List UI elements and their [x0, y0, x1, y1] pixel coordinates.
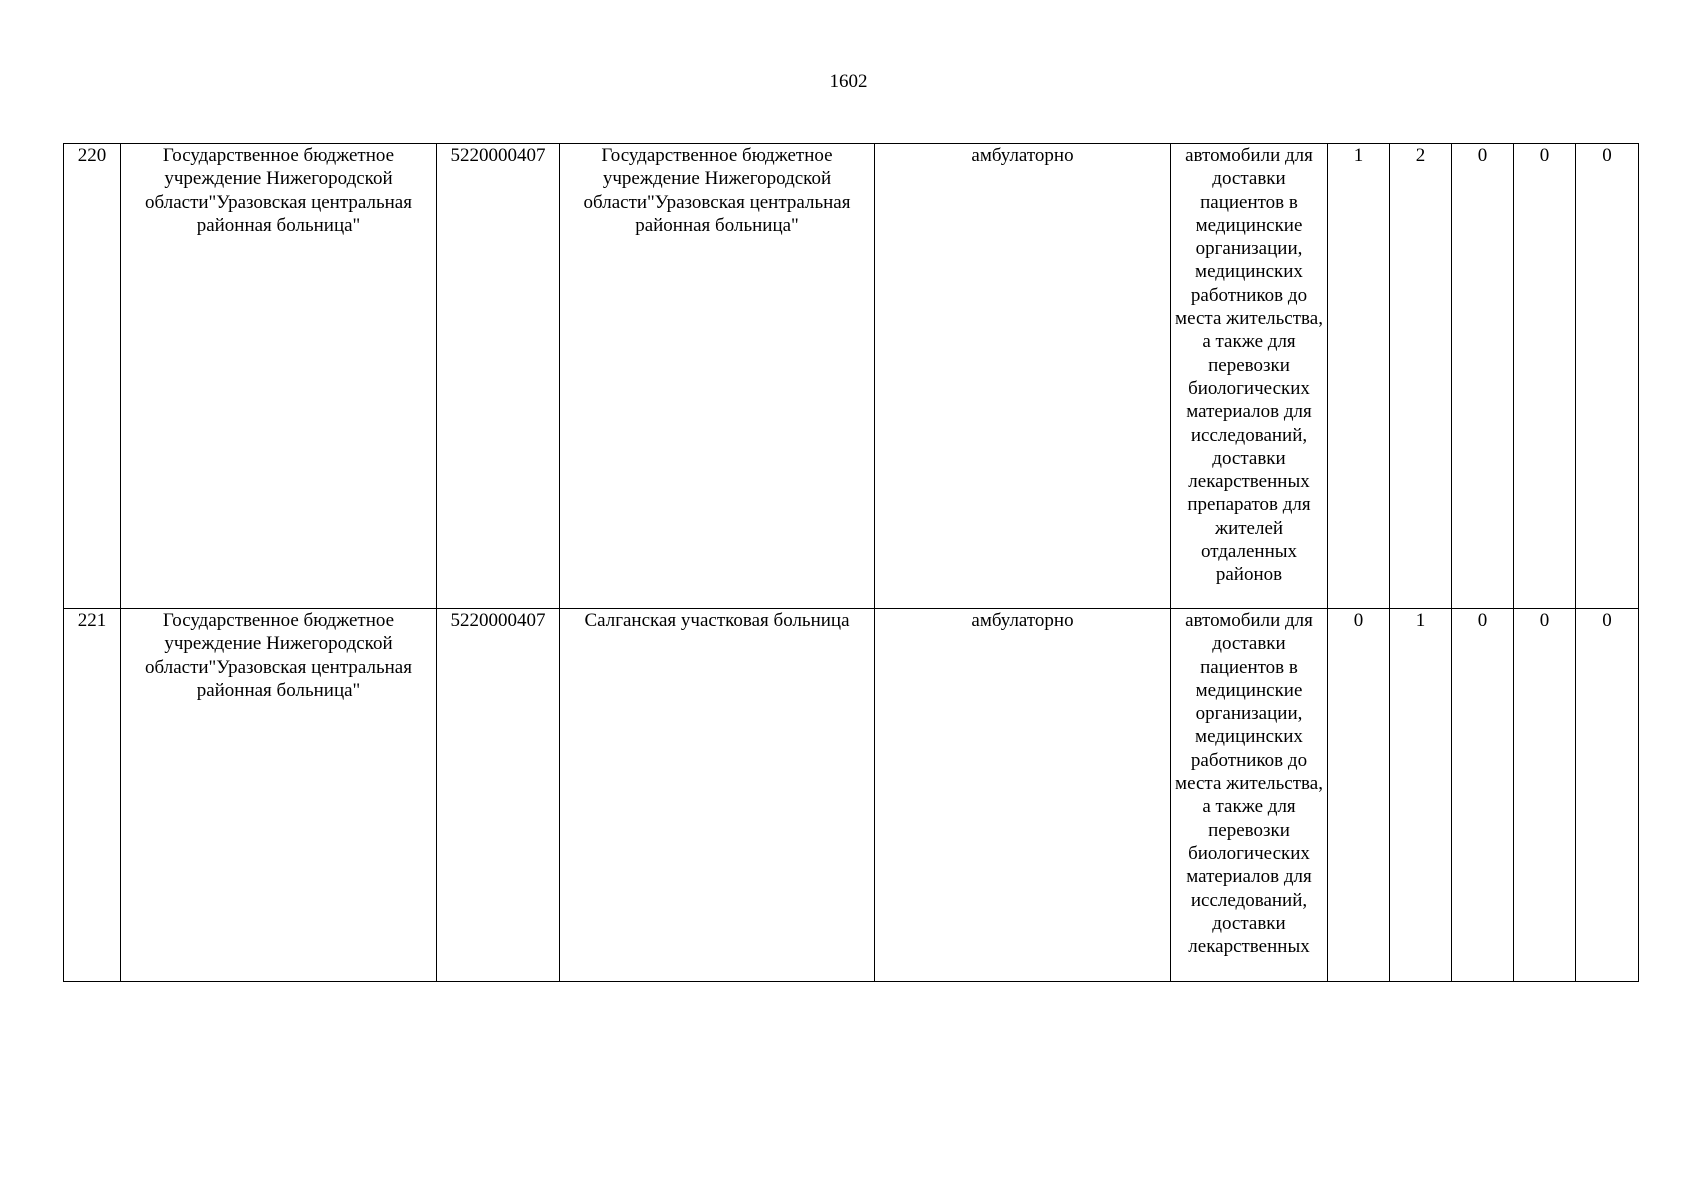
subdivision-cell: Салганская участковая больница: [560, 609, 875, 982]
purpose-cell: [1171, 609, 1328, 982]
value-cell-1: 0: [1328, 609, 1390, 982]
value-cell-5: 0: [1576, 609, 1639, 982]
inn-cell: 5220000407: [437, 144, 560, 609]
row-number-cell: 220: [64, 144, 121, 609]
row-number-cell: 221: [64, 609, 121, 982]
value-cell-5: 0: [1576, 144, 1639, 609]
value-cell-3: 0: [1452, 609, 1514, 982]
value-cell-4: 0: [1514, 144, 1576, 609]
subdivision-cell: Государственное бюджетное учреждение Нижегородской области"Уразовская центральная районная больница": [560, 144, 875, 609]
table-row: [64, 609, 1639, 982]
organization-cell: Государственное бюджетное учреждение Нижегородской области"Уразовская центральная районная больница": [121, 609, 437, 982]
value-cell-2: 2: [1390, 144, 1452, 609]
value-cell-2: 1: [1390, 609, 1452, 982]
value-cell-1: 1: [1328, 144, 1390, 609]
table-row: [64, 144, 1639, 609]
care-conditions-cell: амбулаторно: [875, 609, 1171, 982]
registry-table: [63, 143, 1639, 982]
inn-cell: 5220000407: [437, 609, 560, 982]
care-conditions-cell: амбулаторно: [875, 144, 1171, 609]
purpose-cell: автомобили для доставки пациентов в медицинские организации, медицинских работников до места жительства, а также для перевозки биологических материалов для исследований, доставки лекарственных препаратов для жителей отдаленных районов: [1171, 144, 1328, 609]
value-cell-4: 0: [1514, 609, 1576, 982]
purpose-text: автомобили для доставки пациентов в медицинские организации, медицинских работников до места жительства, а также для перевозки биологических материалов для исследований, доставки лекарственных: [1175, 610, 1323, 958]
value-cell-3: 0: [1452, 144, 1514, 609]
organization-cell: Государственное бюджетное учреждение Нижегородской области"Уразовская центральная районная больница": [121, 144, 437, 609]
page-number: 1602: [829, 71, 868, 92]
